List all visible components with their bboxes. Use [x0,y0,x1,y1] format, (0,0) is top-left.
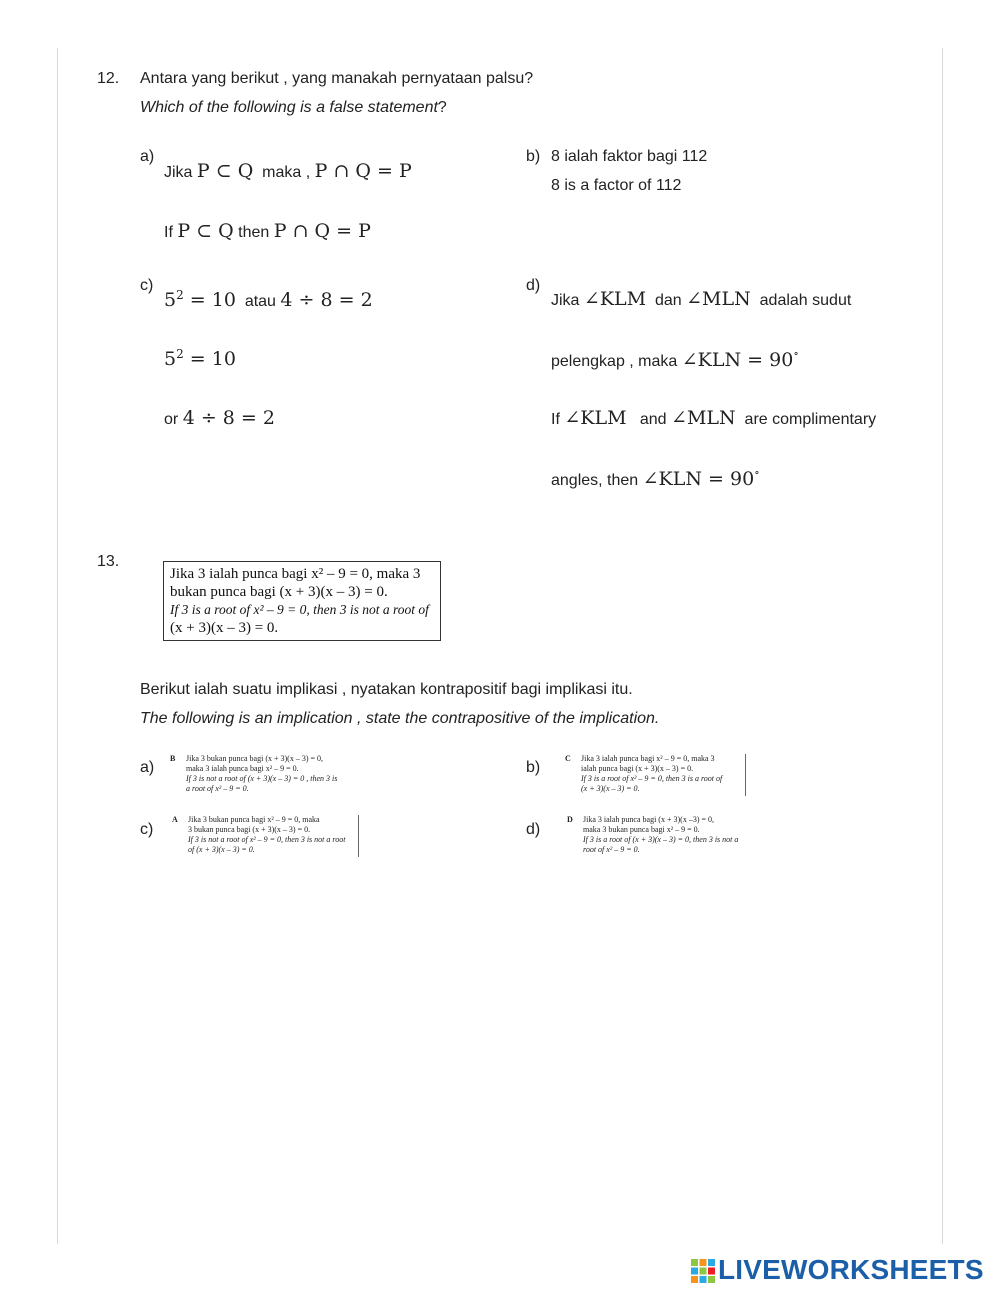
q12-question-en-end: ? [437,99,447,116]
d-l1-pre: Jika [551,292,580,309]
d-l4-math: ∠KLN = 90 [642,468,755,490]
d-l1-post: adalah sudut [759,292,852,309]
q12-option-b-line1: 8 ialah faktor bagi 112 [551,148,708,165]
q12-option-c-label[interactable]: c) [140,277,154,294]
q12-option-d-line4 [551,466,760,490]
a-l1-pre: Jika [164,164,193,181]
c-l2-eq: = 10 [183,348,236,370]
liveworksheets-icon [690,1258,716,1284]
d-l4-pre: angles, then [551,472,639,489]
q13-option-a-image[interactable] [170,754,360,798]
d-l1-mid: dan [654,292,682,309]
q13-c-line4: of (x + 3)(x – 3) = 0. [188,845,255,854]
d-l2-deg: ∘ [793,347,799,360]
left-margin-line [57,48,58,1244]
q12-question-en-text: Which of the following is a false statement [140,99,438,116]
q13-option-d-image[interactable] [567,815,752,859]
q12-option-a-line1 [164,160,412,182]
q13-d-letter: D [567,815,573,824]
q13-option-a-label[interactable]: a) [140,759,155,776]
q12-option-d-line3 [551,407,876,429]
a-l2-pre: If [164,224,173,241]
a-l1-math1: P ⊂ Q [196,160,254,182]
q13-d-line1: Jika 3 ialah punca bagi (x + 3)(x –3) = 0, [583,815,714,824]
q12-option-a-line2 [164,220,371,242]
q13-option-c-image[interactable] [172,815,359,857]
q13-b-line3: If 3 is a root of x² – 9 = 0, then 3 is a root of [581,774,723,783]
q13-option-d-label[interactable]: d) [526,821,541,838]
right-margin-line [942,48,943,1244]
q13-option-b-image[interactable] [565,754,746,796]
q13-instruction-en: The following is an implication , state the contrapositive of the implication. [140,710,660,727]
q13-c-line3: If 3 is not a root of x² – 9 = 0, then 3 is not a root [188,835,346,844]
q12-option-d-line2 [551,347,799,371]
q13-option-b-label[interactable]: b) [526,759,541,776]
a-l2-math1: P ⊂ Q [177,220,234,242]
q12-option-b-label[interactable]: b) [526,148,541,165]
q13-d-line2: maka 3 bukan punca bagi x² – 9 = 0. [583,825,700,834]
q13-box-line3: If 3 is a root of x² – 9 = 0, then 3 is not a root of [170,602,429,617]
q12-option-d-line1 [551,288,851,310]
d-l3-math2: ∠MLN [671,407,736,429]
q13-a-line4: a root of x² – 9 = 0. [186,784,249,793]
a-l1-math2: P ∩ Q = P [314,160,412,182]
c-l1-atau: atau [244,293,276,310]
d-l1-math2: ∠MLN [686,288,751,310]
c-l2-exp: 2 [176,347,184,361]
q13-d-line4: root of x² – 9 = 0. [583,845,640,854]
q13-c-letter: A [172,815,178,824]
a-l2-math2: P ∩ Q = P [273,220,371,242]
q13-instruction-ms: Berikut ialah suatu implikasi , nyatakan kontrapositif bagi implikasi itu. [140,681,633,698]
d-l3-pre: If [551,411,560,428]
q13-box-line1: Jika 3 ialah punca bagi x² – 9 = 0, maka 3 [170,566,421,582]
d-l1-math1: ∠KLM [583,288,647,310]
q13-a-line3: If 3 is not a root of (x + 3)(x – 3) = 0 , then 3 is [186,774,338,783]
c-l1-eq: = 10 [183,289,236,311]
q12-option-c-line3 [164,407,275,429]
q13-c-line1: Jika 3 bukan punca bagi x² – 9 = 0, maka [188,815,320,824]
q13-a-letter: B [170,754,176,763]
q12-option-c-line1 [164,288,373,311]
q13-number: 13. [97,553,120,570]
q13-option-c-label[interactable]: c) [140,821,154,838]
d-l3-mid: and [639,411,667,428]
c-l3-pre: or [164,411,179,428]
c-l2-base: 5 [164,348,177,370]
q13-a-line2: maka 3 ialah punca bagi x² – 9 = 0. [186,764,299,773]
q12-number: 12. [97,70,120,87]
a-l2-mid: then [238,224,270,241]
d-l2-pre: pelengkap , maka [551,353,678,370]
d-l4-deg: ∘ [754,466,760,479]
q12-option-c-line2 [164,347,236,370]
q13-a-line1: Jika 3 bukan punca bagi (x + 3)(x – 3) = 0, [186,754,323,763]
q13-implication-box [163,561,441,641]
q13-box-line4: (x + 3)(x – 3) = 0. [170,620,279,636]
q13-box-line2: bukan punca bagi (x + 3)(x – 3) = 0. [170,584,388,600]
q12-option-b-line2: 8 is a factor of 112 [551,177,682,194]
q13-b-line2: ialah punca bagi (x + 3)(x – 3) = 0. [581,764,694,773]
d-l3-post: are complimentary [744,411,877,428]
q12-question-ms: Antara yang berikut , yang manakah pernyataan palsu? [140,70,534,87]
c-l1-math2: 4 ÷ 8 = 2 [280,289,373,311]
d-l2-math: ∠KLN = 90 [681,349,794,371]
q13-b-line1: Jika 3 ialah punca bagi x² – 9 = 0, maka 3 [581,754,715,763]
d-l3-math1: ∠KLM [564,407,627,429]
liveworksheets-brand: LIVEWORKSHEETS [718,1254,984,1285]
q12-option-a-label[interactable]: a) [140,148,155,165]
q12-option-d-label[interactable]: d) [526,277,541,294]
a-l1-mid: maka , [262,164,311,181]
q13-d-line3: If 3 is a root of (x + 3)(x – 3) = 0, then 3 is not a [583,835,739,844]
q13-b-line4: (x + 3)(x – 3) = 0. [581,784,640,793]
q13-c-line2: 3 bukan punca bagi (x + 3)(x – 3) = 0. [188,825,311,834]
q13-b-letter: C [565,754,571,763]
c-l1-base: 5 [164,289,177,311]
c-l1-exp: 2 [176,288,184,302]
c-l3-math: 4 ÷ 8 = 2 [182,407,275,429]
q12-question-en [140,99,447,117]
